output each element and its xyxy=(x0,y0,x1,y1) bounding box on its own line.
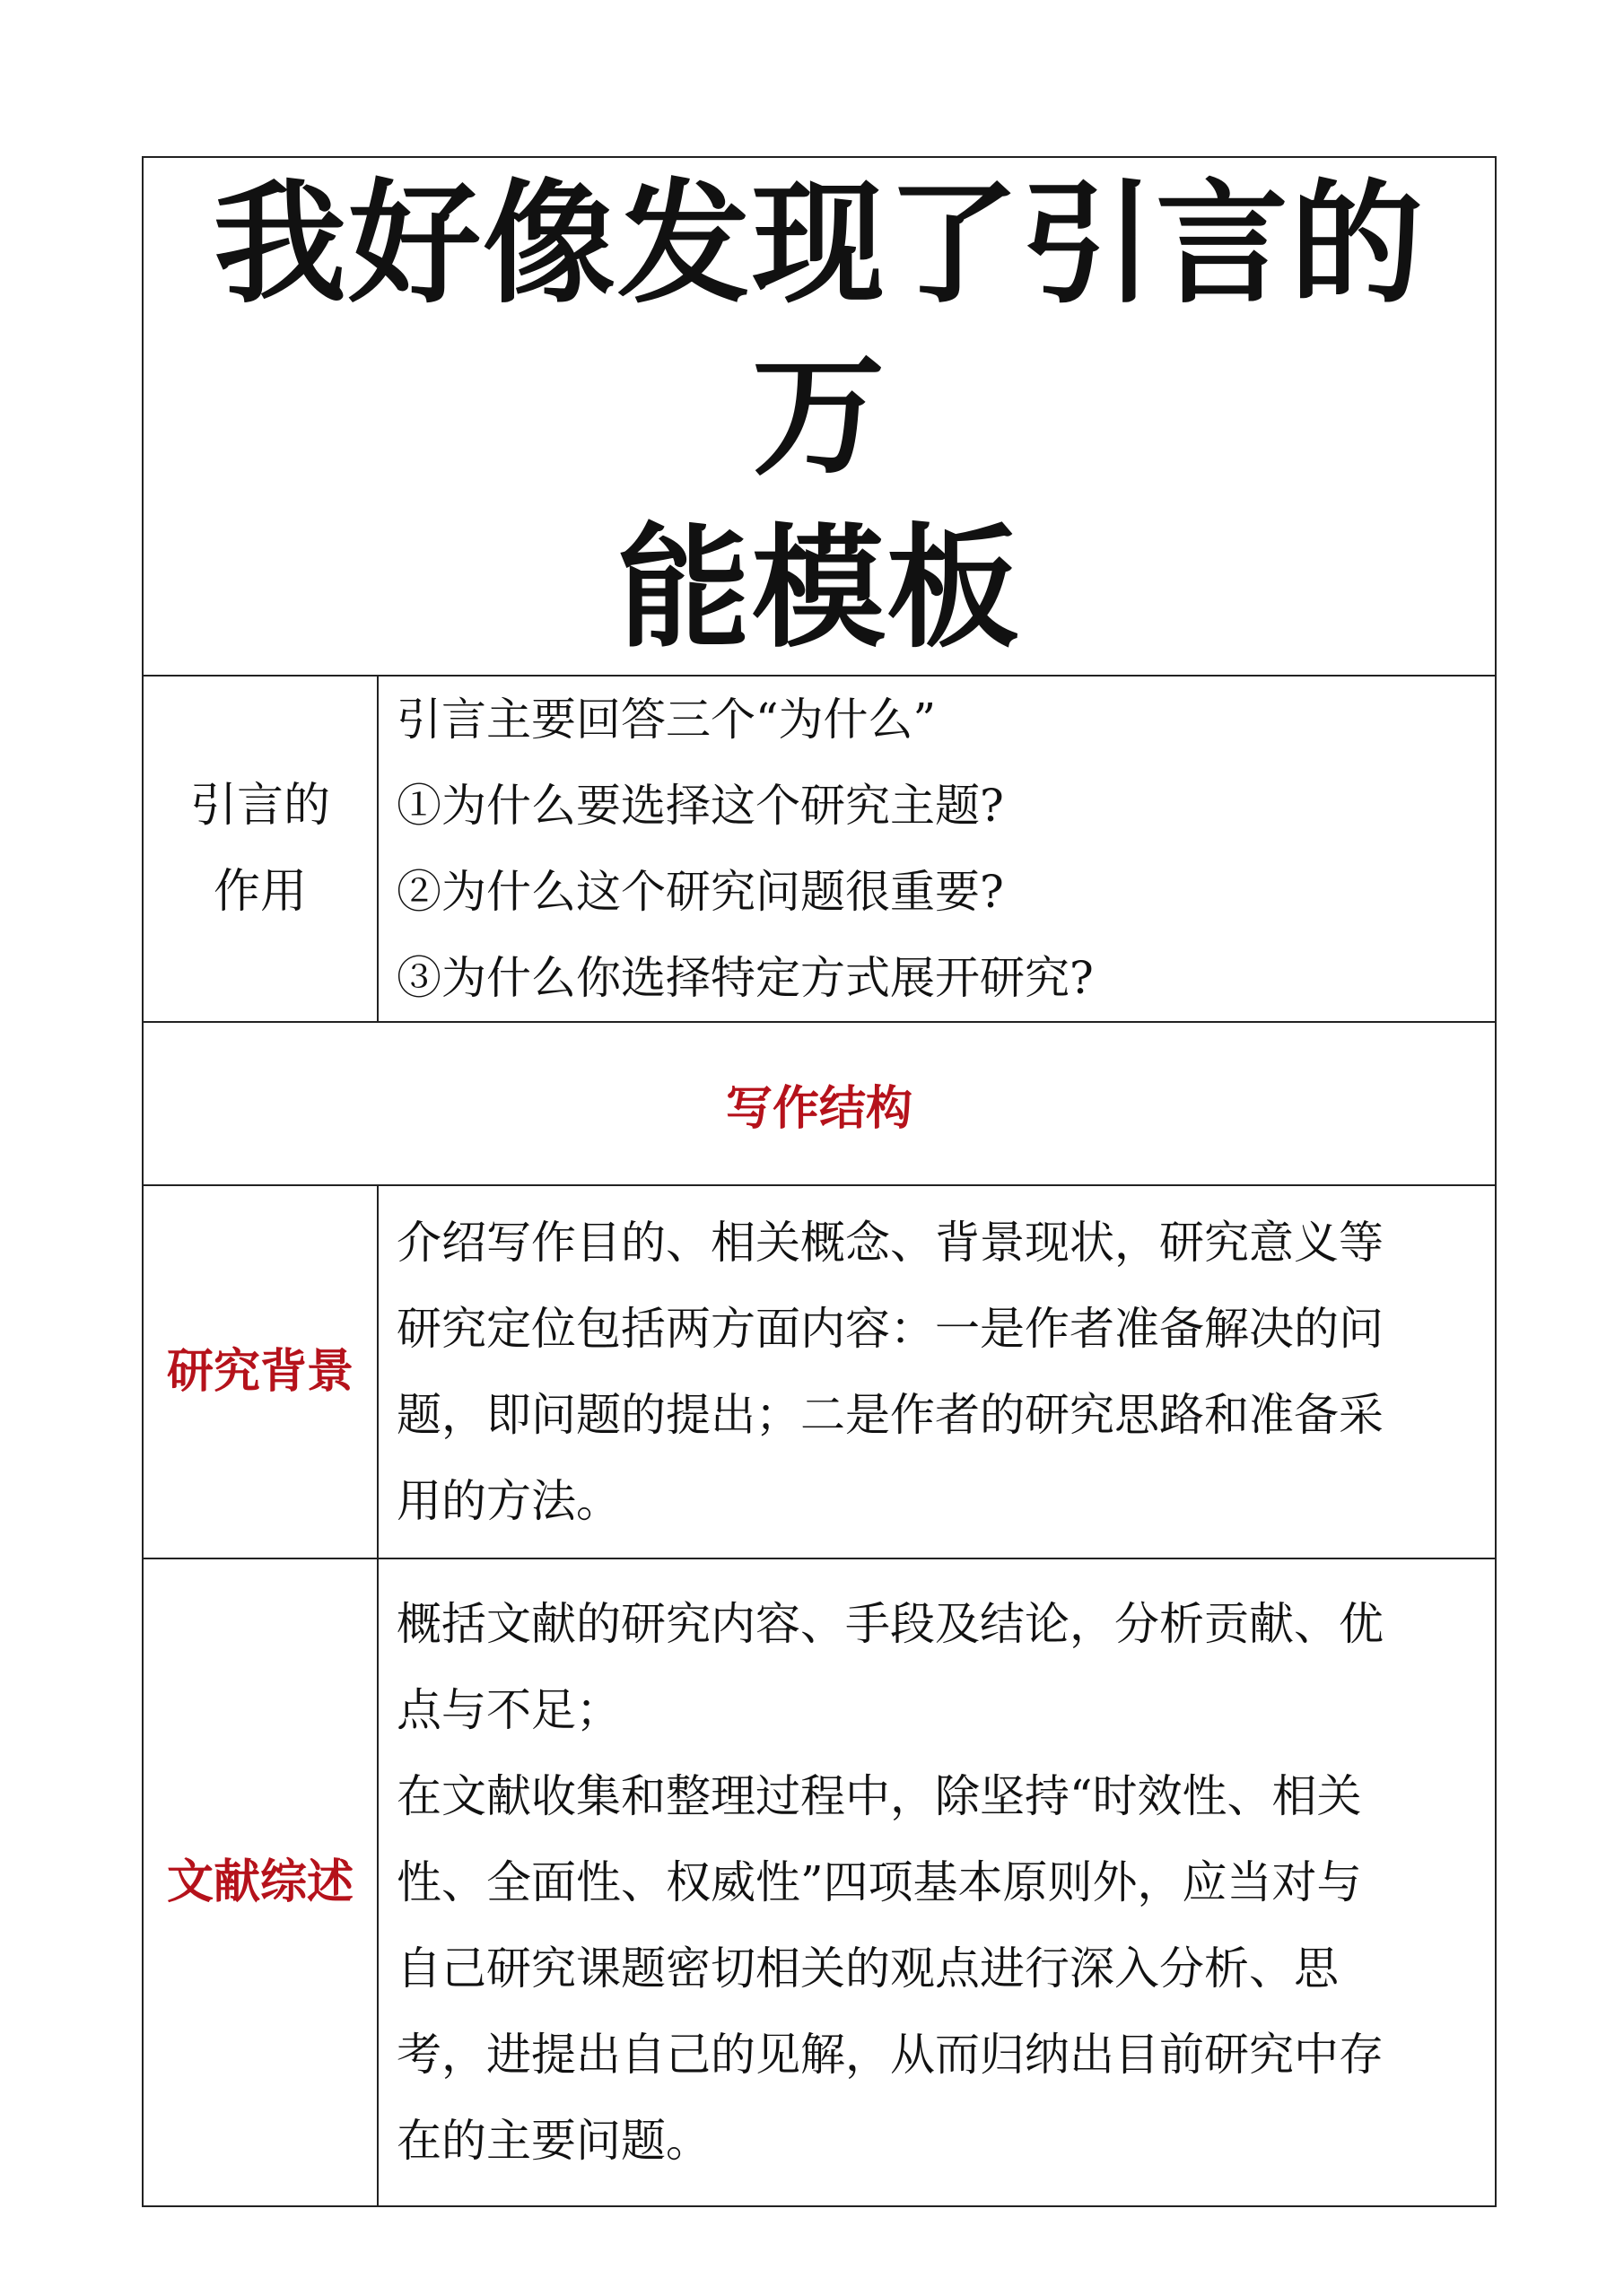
review-line: 在的主要问题。 xyxy=(397,2115,711,2167)
purpose-line: ②为什么这个研究问题很重要? xyxy=(397,866,1004,918)
review-body-cell xyxy=(378,1558,1496,2206)
review-line: 在文献收集和整理过程中，除坚持“时效性、相关 xyxy=(397,1770,1362,1822)
review-line: 点与不足； xyxy=(397,1684,621,1736)
title-row xyxy=(143,157,1496,676)
page-title-line-1: 我好像发现了引言的万 xyxy=(214,167,1425,493)
review-line: 考，进提出自己的见解，从而归纳出目前研究中存 xyxy=(397,2029,1384,2081)
review-row xyxy=(143,1558,1496,2206)
review-line: 自己研究课题密切相关的观点进行深入分析、思 xyxy=(397,1942,1339,1995)
review-label: 文献综述 xyxy=(143,1558,378,2206)
purpose-line: 引言主要回答三个“为什么” xyxy=(397,694,937,746)
purpose-label-line-1: 引言的 xyxy=(189,779,330,833)
background-line: 用的方法。 xyxy=(397,1475,621,1527)
purpose-line: ①为什么要选择这个研究主题? xyxy=(397,780,1004,832)
background-label: 研究背景 xyxy=(143,1185,378,1558)
background-row xyxy=(143,1185,1496,1558)
structure-row xyxy=(143,1022,1496,1185)
review-line: 概括文献的研究内容、手段及结论，分析贡献、优 xyxy=(397,1598,1384,1650)
page-title-line-2: 能模板 xyxy=(617,511,1021,666)
template-table xyxy=(142,156,1497,2207)
purpose-label-line-2: 作用 xyxy=(213,865,307,919)
purpose-row xyxy=(143,676,1496,1022)
purpose-label-cell xyxy=(143,676,378,1022)
background-body-cell xyxy=(378,1185,1496,1558)
purpose-line: ③为什么你选择特定方式展开研究? xyxy=(397,952,1094,1004)
structure-heading: 写作结构 xyxy=(143,1022,1496,1185)
background-line: 研究定位包括两方面内容：一是作者准备解决的问 xyxy=(397,1303,1384,1355)
purpose-body-cell xyxy=(378,676,1496,1022)
background-line: 题，即问题的提出；二是作者的研究思路和准备采 xyxy=(397,1389,1384,1441)
review-line: 性、全面性、权威性”四项基本原则外，应当对与 xyxy=(397,1856,1362,1908)
title-cell xyxy=(143,157,1496,676)
background-line: 介绍写作目的、相关概念、背景现状，研究意义等 xyxy=(397,1217,1384,1269)
